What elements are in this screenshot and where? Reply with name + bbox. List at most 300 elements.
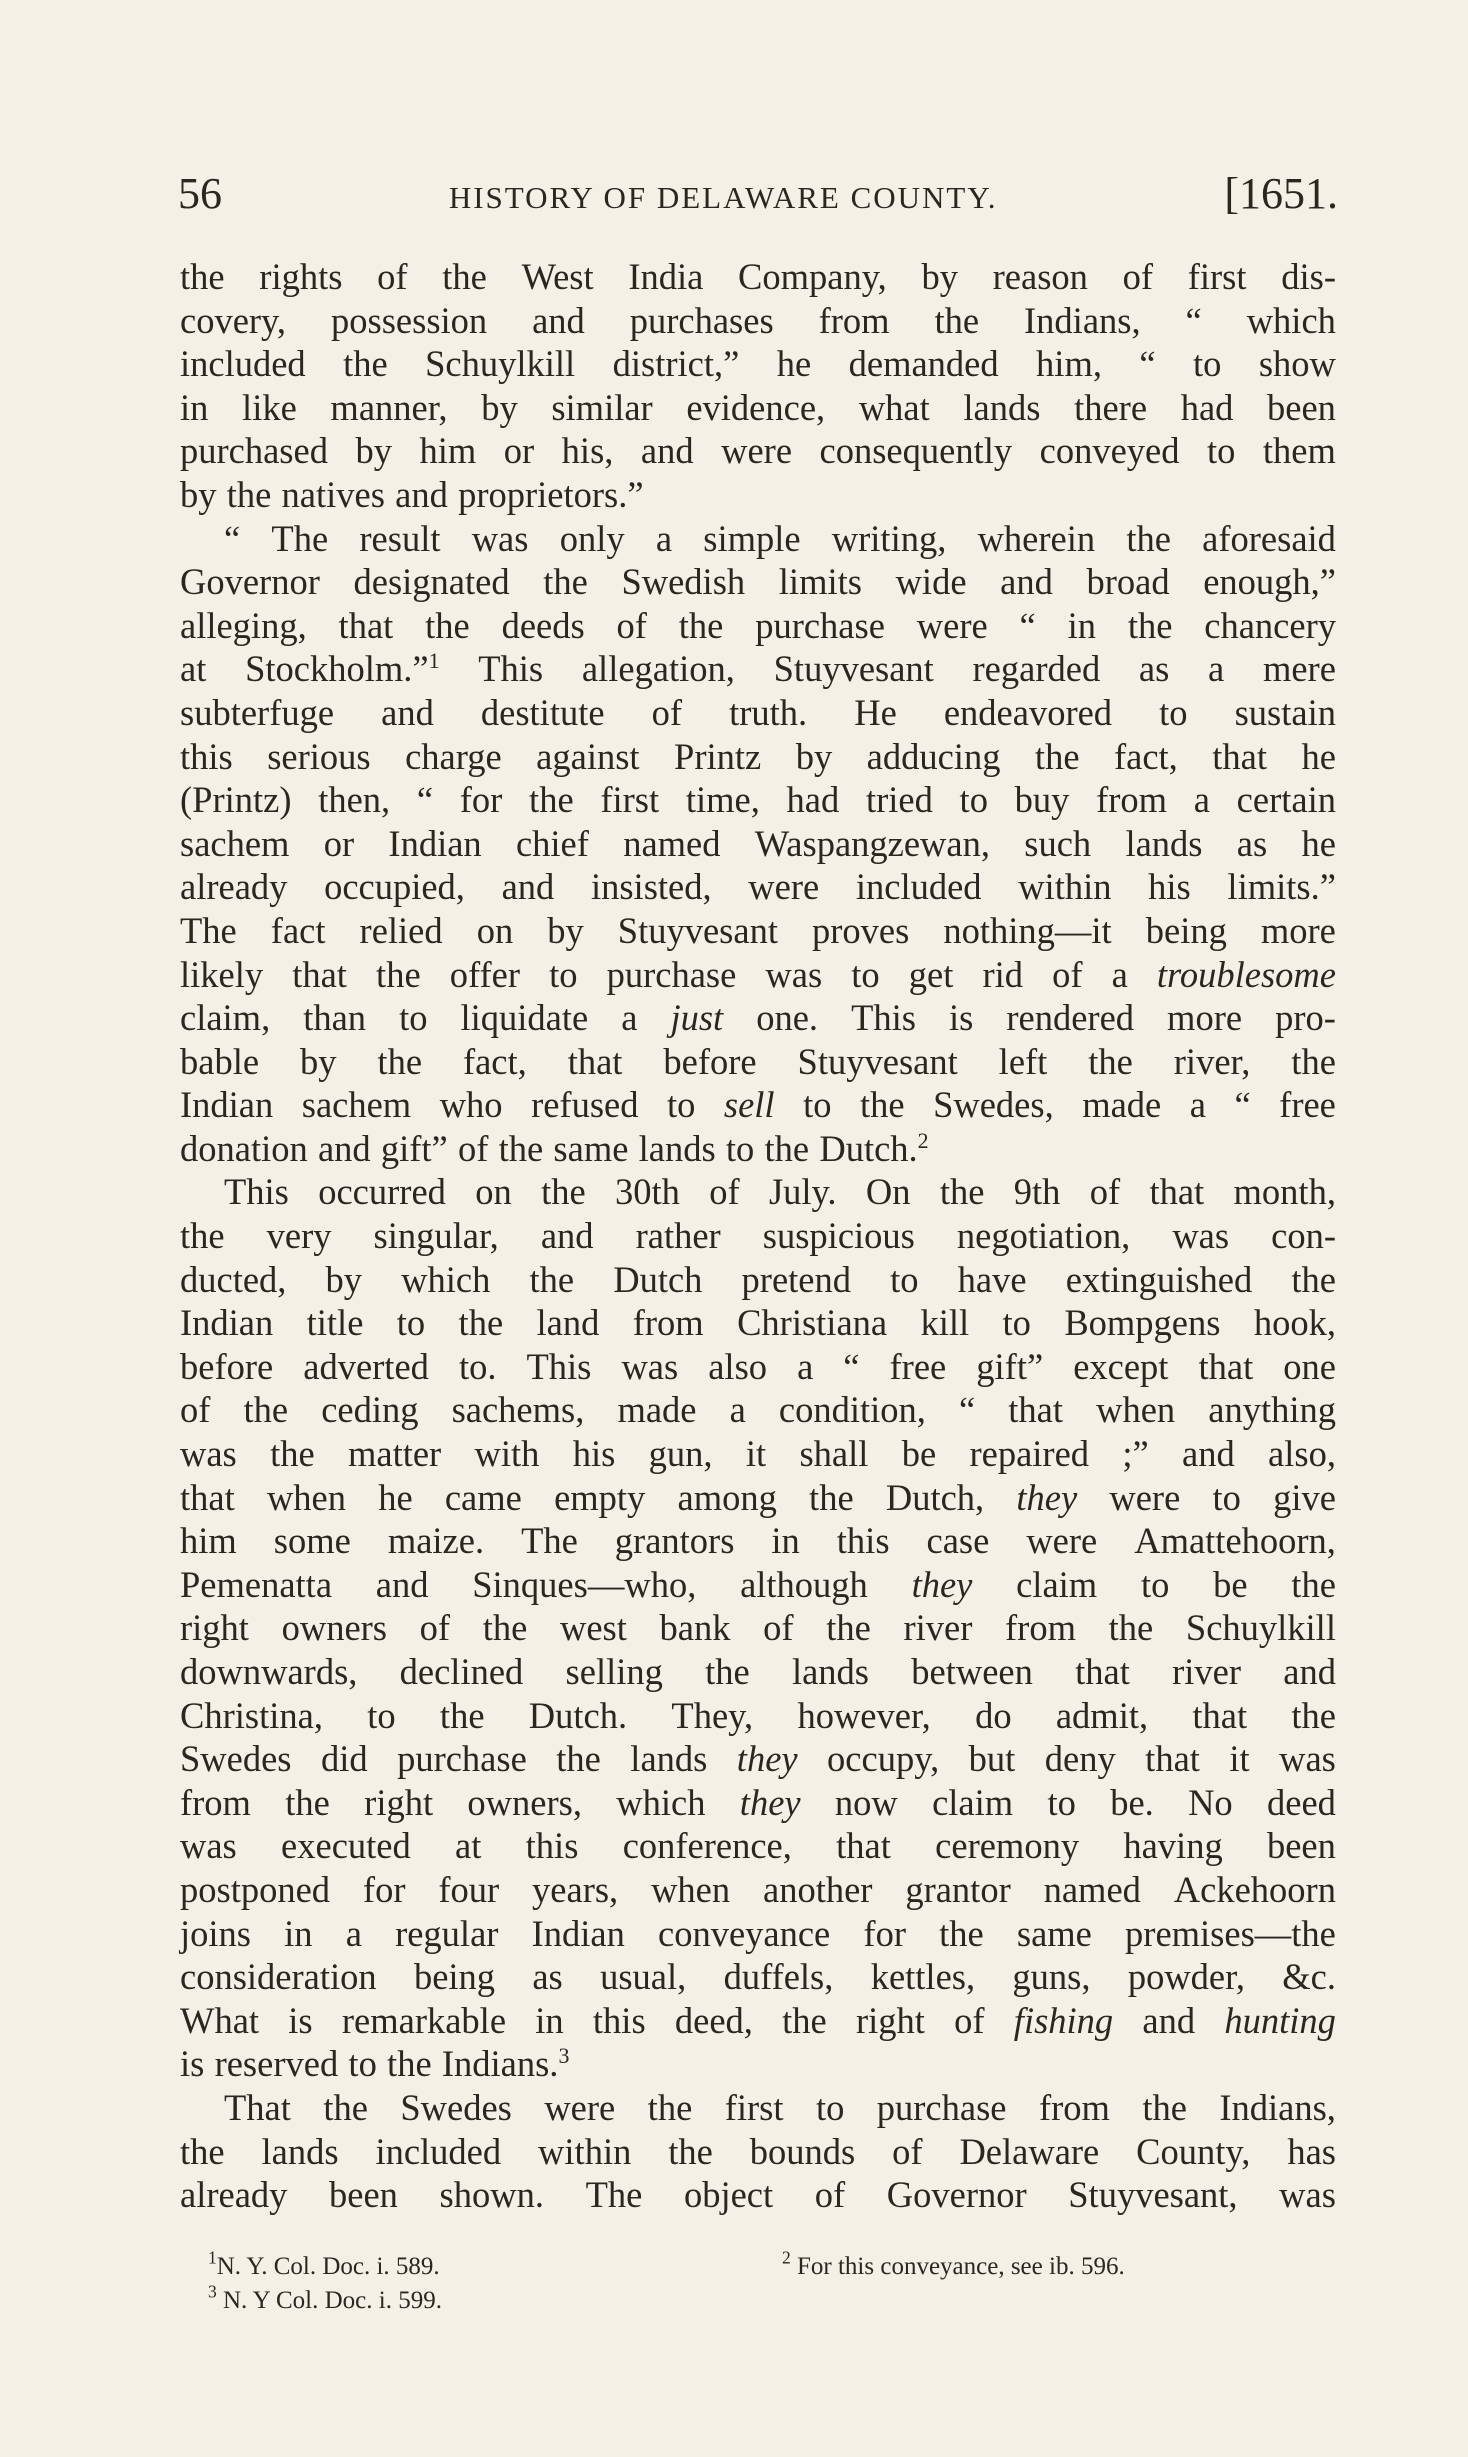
word: the [1127, 604, 1173, 646]
word: included [375, 2130, 502, 2172]
word: and [1283, 1651, 1336, 1692]
text-line [180, 1214, 1336, 1258]
word: that [1008, 1389, 1064, 1431]
word: the [678, 604, 724, 646]
word: the [376, 953, 421, 995]
text-line [180, 996, 1336, 1040]
footnote-row [180, 2247, 1336, 2284]
word: Stuyvesant [617, 909, 778, 951]
word: and [1000, 561, 1053, 603]
word: conference, [622, 1825, 792, 1867]
footnote-mark: 3 [208, 2281, 217, 2302]
word: who [439, 1084, 503, 1126]
text-line [180, 647, 1336, 691]
word: the [1291, 1694, 1336, 1736]
word: on [475, 1171, 512, 1213]
text-line [180, 2130, 1336, 2174]
word: Schuylkill [1185, 1607, 1336, 1649]
word: designated [353, 561, 510, 603]
word: lands [1125, 822, 1203, 864]
word: against [536, 735, 640, 777]
footnote-text: N. Y Col. Doc. i. 599. [223, 2287, 442, 2314]
word: the [243, 1389, 289, 1431]
word: this [525, 1825, 579, 1867]
word: the [541, 1171, 586, 1213]
word: to [803, 1084, 832, 1126]
word: river [1172, 1651, 1242, 1692]
word: however, [797, 1694, 931, 1736]
word: to [399, 997, 428, 1039]
word: to [851, 953, 880, 995]
word: free [1279, 1084, 1336, 1126]
word: guns, [1012, 1956, 1091, 1998]
word: that [567, 1040, 623, 1082]
word: grantor [905, 1868, 1011, 1910]
word: rather [635, 1215, 721, 1257]
word: from [180, 1781, 251, 1823]
word: claim, [180, 997, 271, 1039]
word: a [1193, 779, 1210, 821]
word: is [288, 1999, 313, 2041]
word: sell [723, 1084, 775, 1126]
word: have [957, 1258, 1027, 1300]
word: nothing—it [943, 909, 1112, 951]
word: Dutch.$^2$ [819, 1127, 929, 1169]
word: within [1018, 866, 1112, 908]
word: the [939, 1171, 985, 1213]
word: This [851, 997, 916, 1039]
word: the [529, 779, 574, 821]
word: “ [1234, 1084, 1251, 1126]
word: Bompgens [1064, 1302, 1221, 1344]
word: as [1236, 822, 1268, 864]
word: “ [416, 779, 434, 821]
word: Indians, [1024, 299, 1141, 341]
word: was [1172, 1215, 1230, 1257]
word: one [1283, 1345, 1336, 1387]
word: adverted [303, 1345, 429, 1387]
word: aforesaid [1202, 517, 1336, 559]
text-line [180, 560, 1336, 604]
text-line [180, 342, 1336, 386]
word: the [387, 2043, 432, 2085]
word: rid [982, 953, 1023, 995]
word: the [556, 1738, 601, 1780]
word: Swedes [400, 2086, 512, 2128]
word: of [892, 2130, 923, 2172]
word: from [632, 1302, 704, 1344]
word: the [1088, 1040, 1133, 1082]
word: with [474, 1433, 540, 1475]
word: also [708, 1345, 768, 1387]
word: a [797, 1345, 814, 1387]
word: possession [331, 299, 488, 341]
word: gift” [380, 1127, 448, 1169]
text-line [180, 1912, 1336, 1956]
text-line [180, 1519, 1336, 1563]
word: The [271, 517, 329, 559]
word: for [362, 1868, 406, 1910]
word: although [740, 1563, 868, 1605]
word: alleging, [180, 604, 307, 646]
word: “ [1185, 299, 1202, 341]
word: except [1073, 1345, 1169, 1387]
word: selling [565, 1651, 663, 1692]
word: were [748, 866, 820, 908]
word: that [180, 1476, 235, 1518]
word: was [765, 953, 823, 995]
word: covery, [180, 299, 287, 341]
body-text [180, 255, 1336, 2217]
word: chancery [1204, 604, 1336, 646]
word: kill [920, 1302, 970, 1344]
text-line [180, 1258, 1336, 1302]
text-line [180, 1606, 1336, 1650]
word: The [585, 2174, 643, 2216]
word: the [1291, 1563, 1336, 1605]
word: fact [270, 909, 326, 951]
word: postponed [180, 1868, 331, 1910]
word: chief [515, 822, 589, 864]
word: sustain [1234, 691, 1336, 733]
word: they [1016, 1476, 1078, 1518]
word: at [455, 1825, 482, 1867]
word: the [809, 1476, 854, 1518]
word: on [476, 909, 514, 951]
running-header [178, 168, 1338, 228]
word: Indian [388, 822, 482, 864]
word: time, [685, 779, 760, 821]
word: do [975, 1694, 1012, 1736]
text-line [180, 1694, 1336, 1738]
word: by [299, 1040, 337, 1082]
word: insisted, [590, 866, 712, 908]
word: That [224, 2086, 291, 2128]
word: was [180, 1825, 237, 1867]
word: Christina, [180, 1694, 323, 1736]
word: and [375, 1563, 429, 1605]
word: Stuyvesant [797, 1040, 958, 1082]
word: from [818, 299, 890, 341]
word: the [498, 1127, 544, 1169]
word: repaired [969, 1433, 1090, 1475]
word: purchase [606, 953, 737, 995]
word: Indians, [1219, 2086, 1336, 2128]
word: before [663, 1040, 757, 1082]
word: hunting [1224, 1999, 1336, 2041]
word: being [413, 1956, 496, 1998]
word: that [1198, 1345, 1254, 1387]
text-line [180, 429, 1336, 473]
word: to [890, 1258, 919, 1300]
footnote-1 [180, 2247, 758, 2284]
word: regarded [972, 648, 1101, 690]
word: singular, [373, 1215, 499, 1257]
word: (Printz) [180, 779, 292, 821]
word: Indian [180, 1302, 274, 1344]
word: the [1034, 735, 1080, 777]
text-line [180, 1650, 1336, 1694]
word: Dutch. [528, 1694, 628, 1736]
word: had [786, 779, 840, 821]
word: a [621, 997, 638, 1039]
word: a [729, 1389, 746, 1431]
word: as [532, 1956, 563, 1998]
word: he [1301, 735, 1336, 777]
word: manner, [330, 386, 448, 428]
word: this [836, 1520, 890, 1562]
word: bounds [749, 2130, 856, 2172]
word: one. [756, 997, 819, 1039]
word: hook, [1253, 1302, 1336, 1344]
word: in [180, 386, 209, 428]
word: very [266, 1215, 332, 1257]
word: enough,” [1203, 561, 1336, 603]
word: at [180, 648, 207, 690]
word: when [651, 1868, 731, 1910]
text-line [180, 473, 1336, 517]
word: having [1123, 1825, 1223, 1867]
word: of [1122, 256, 1154, 297]
footnote-text: N. Y. Col. Doc. i. 589. [216, 2253, 440, 2280]
word: same [1016, 1912, 1092, 1954]
word: the [1291, 1040, 1336, 1082]
word: They, [671, 1694, 754, 1736]
word: by [355, 430, 392, 472]
word: named [623, 822, 721, 864]
word: buy [1014, 779, 1070, 821]
word: fact, [1113, 735, 1178, 777]
word: the [529, 1258, 575, 1300]
word: County, [1136, 2130, 1251, 2172]
word: claim [1016, 1563, 1098, 1605]
word: already [180, 2174, 288, 2216]
footnote-text: For this conveyance, see ib. 596. [797, 2253, 1125, 2280]
word: that [292, 953, 347, 995]
word: lands [261, 2130, 339, 2172]
word: con- [1271, 1215, 1336, 1257]
word: did [320, 1738, 368, 1780]
word: that [1212, 735, 1268, 777]
word: writing, [831, 517, 947, 559]
word: right [364, 1781, 434, 1823]
word: the [647, 2086, 693, 2128]
word: the [543, 561, 588, 603]
text-line [180, 1345, 1336, 1389]
word: more [1260, 909, 1336, 951]
word: by [325, 1258, 363, 1300]
word: 9th [1013, 1171, 1061, 1213]
word: he [776, 343, 812, 385]
word: wherein [977, 517, 1096, 559]
text-line [180, 909, 1336, 953]
word: wide [895, 561, 967, 603]
word: free [889, 1345, 947, 1387]
word: some [273, 1520, 351, 1562]
word: only [559, 517, 625, 559]
word: deed [1267, 1781, 1336, 1823]
word: This [526, 1345, 592, 1387]
text-line [180, 865, 1336, 909]
word: donation [180, 1127, 308, 1169]
word: and [532, 299, 585, 341]
word: adducing [866, 735, 1001, 777]
word: No [1188, 1781, 1233, 1823]
word: fishing [1013, 1999, 1114, 2041]
word: purchase [876, 2086, 1007, 2128]
text-line [180, 1563, 1336, 1607]
word: On [865, 1171, 911, 1213]
word: dis- [1281, 256, 1336, 297]
text-line [180, 1824, 1336, 1868]
footnotes [180, 2247, 1336, 2318]
word: Indian [531, 1912, 625, 1954]
word: being [1145, 909, 1227, 951]
word: were [1109, 1476, 1181, 1518]
word: tried [865, 779, 933, 821]
word: ceding [321, 1389, 419, 1431]
word: the [442, 256, 487, 297]
word: the [180, 256, 225, 297]
word: conveyed [1039, 430, 1180, 472]
word: troublesome [1156, 953, 1336, 995]
text-line [180, 1432, 1336, 1476]
word: as [1138, 648, 1170, 690]
word: give [1273, 1476, 1336, 1518]
text-line [180, 255, 1336, 299]
word: Pemenatta [180, 1563, 333, 1605]
word: ;” [1122, 1433, 1149, 1475]
word: powder, [1127, 1956, 1245, 1998]
word: sachems, [451, 1389, 585, 1431]
word: in [535, 1999, 564, 2041]
word: rights [259, 256, 343, 297]
word: He [854, 691, 897, 733]
word: to [1206, 430, 1236, 472]
text-line [180, 2086, 1336, 2130]
word: pretend [741, 1258, 851, 1300]
word: West [521, 256, 594, 297]
word: limits [778, 561, 862, 603]
word: empty [554, 1476, 646, 1518]
running-title: HISTORY OF DELAWARE COUNTY. [448, 180, 998, 215]
word: named [1043, 1868, 1141, 1910]
word: was [1279, 2174, 1336, 2216]
word: four [438, 1868, 500, 1910]
word: of [419, 1607, 451, 1649]
word: Company, [738, 256, 887, 297]
word: “ [224, 517, 241, 559]
word: purchase [755, 604, 885, 646]
word: among [677, 1476, 777, 1518]
text-line [180, 953, 1336, 997]
word: Swedes [180, 1738, 292, 1780]
word: in [1067, 604, 1096, 646]
word: this [592, 1999, 646, 2041]
word: occurred [318, 1171, 446, 1213]
word: Waspangzewan, [754, 822, 990, 864]
word: his [572, 1433, 616, 1475]
word: The [521, 1520, 578, 1562]
word: fact, [462, 1040, 527, 1082]
text-line [180, 1737, 1336, 1781]
word: consideration [180, 1956, 377, 1998]
text-line [180, 691, 1336, 735]
text-line [180, 1868, 1336, 1912]
word: month, [1233, 1171, 1336, 1213]
word: a [655, 517, 673, 559]
text-line [180, 1999, 1336, 2043]
text-line [180, 517, 1336, 561]
word: was [621, 1345, 679, 1387]
word: case [926, 1520, 990, 1562]
word: they [739, 1781, 801, 1823]
word: also, [1268, 1433, 1336, 1475]
word: the [482, 1607, 528, 1649]
word: it [1229, 1738, 1250, 1780]
word: were [721, 430, 793, 472]
word: just [670, 997, 724, 1039]
word: and [1142, 1999, 1196, 2041]
text-line [180, 299, 1336, 343]
word: included [855, 866, 982, 908]
word: owners [281, 1607, 388, 1649]
word: the [226, 473, 272, 515]
word: and [501, 866, 555, 908]
text-line [180, 822, 1336, 866]
word: be [1213, 1563, 1248, 1605]
text-line [180, 1781, 1336, 1825]
word: district,” [612, 343, 740, 385]
word: offer [449, 953, 520, 995]
word: sachem [180, 822, 290, 864]
word: included [180, 343, 306, 385]
text-line [180, 1170, 1336, 1214]
word: deny [1044, 1738, 1116, 1780]
word: Swedish [621, 561, 746, 603]
word: is [180, 2043, 205, 2085]
word: gift” [976, 1345, 1044, 1387]
word: him, [1036, 343, 1102, 385]
word: Governor [886, 2174, 1027, 2216]
word: and [395, 473, 448, 515]
word: demanded [848, 343, 999, 385]
word: Stuyvesant, [1068, 2174, 1238, 2216]
word: truth. [729, 691, 808, 733]
word: that [1192, 1694, 1248, 1736]
word: The [180, 909, 237, 951]
word: and [317, 1127, 371, 1169]
text-line [180, 1040, 1336, 1084]
word: or [323, 822, 355, 864]
word: charge [405, 735, 502, 777]
word: purchases [629, 299, 774, 341]
word: July. [768, 1171, 837, 1213]
footnote-mark: 2 [782, 2247, 791, 2268]
word: the [939, 1912, 984, 1954]
word: Indians.$^3$ [441, 2043, 570, 2085]
word: were [544, 2086, 616, 2128]
word: the [764, 1127, 810, 1169]
word: remarkable [341, 1999, 507, 2041]
word: there [1074, 386, 1148, 428]
word: deeds [501, 604, 585, 646]
word: matter [347, 1433, 442, 1475]
word: which [616, 1781, 706, 1823]
word: years, [532, 1868, 619, 1910]
word: in [284, 1912, 313, 1954]
word: to [725, 1127, 755, 1169]
